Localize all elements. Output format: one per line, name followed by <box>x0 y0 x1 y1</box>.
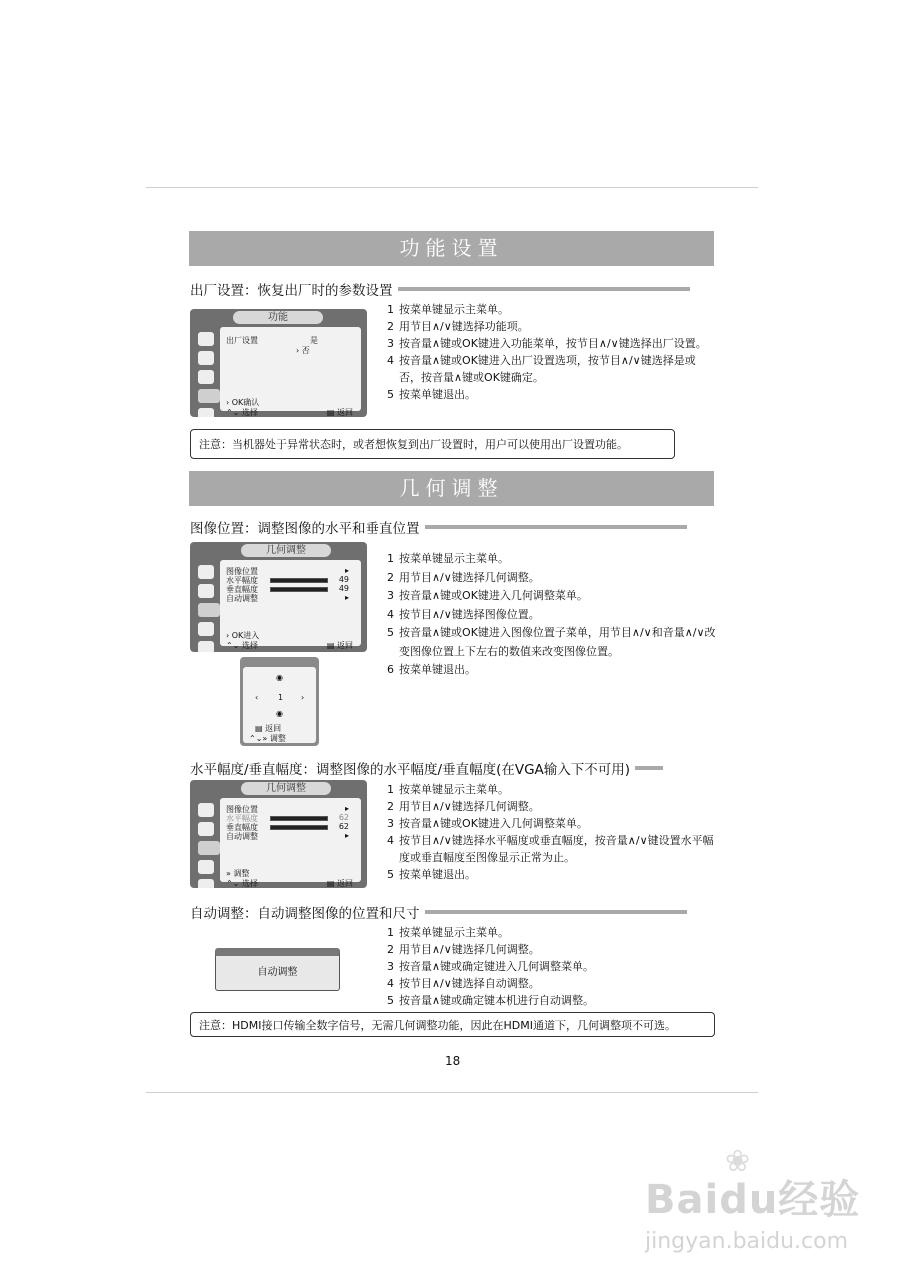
osd-body <box>220 798 361 888</box>
osd-tab-icon <box>198 565 214 579</box>
osd-tab-icon <box>198 351 214 365</box>
osd-tab-icon <box>198 822 214 836</box>
osd-item-image-position: 图像位置 <box>226 567 258 576</box>
osd-tab-icon <box>198 408 214 417</box>
osd-item-image-position: 图像位置 <box>226 805 258 814</box>
osd-option-no: › 否 <box>296 346 310 355</box>
step: 3 按音量∧键或OK键进入几何调整菜单。 <box>387 589 588 602</box>
step: 4 按音量∧键或OK键进入出厂设置选项，按节目∧/∨键选择是或否，按音量∧键或OK键确定。 <box>387 354 696 384</box>
step: 3 按音量∧键或OK键进入功能菜单，按节目∧/∨键选择出厂设置。 <box>387 337 707 350</box>
arrow-down-icon: ◉ <box>276 709 283 718</box>
osd-hint-enter: › OK进入 <box>226 631 260 640</box>
factory-steps <box>387 301 715 403</box>
osd-tabs <box>194 560 220 642</box>
step: 4 按节目∧/∨键选择水平幅度或垂直幅度，按音量∧/∨键设置水平幅度或垂直幅度至图像显示正常为止。 <box>387 834 714 864</box>
osd-sub-back: ▤ 返回 <box>255 724 282 733</box>
osd-item-auto: 自动调整 <box>226 594 258 603</box>
osd-tab-icon <box>198 332 214 346</box>
osd-item-h-width: 水平幅度 <box>226 576 258 585</box>
step: 1 按菜单键显示主菜单。 <box>387 926 509 939</box>
step: 2 用节目∧/∨键选择几何调整。 <box>387 800 540 813</box>
step: 3 按音量∧键或确定键进入几何调整菜单。 <box>387 960 595 973</box>
step: 5 按菜单键退出。 <box>387 388 476 401</box>
chevron-right-icon: › <box>226 631 230 640</box>
up-down-icon: ⌃⌄ <box>226 408 240 417</box>
osd-geometry-menu-2 <box>190 780 367 888</box>
page-number: 18 <box>445 1054 461 1068</box>
top-rule <box>146 187 758 188</box>
osd-tab-icon <box>198 584 214 598</box>
bottom-rule <box>146 1092 758 1093</box>
watermark-brand: Baidu经验 <box>645 1177 861 1223</box>
up-down-icon: ⌃⌄ <box>226 641 240 650</box>
osd-tab-icon <box>198 803 214 817</box>
osd-hint-back: ▤ 返回 <box>326 879 353 888</box>
osd-hint-select: ⌃⌄ 选择 <box>226 408 258 417</box>
step: 2 用节目∧/∨键选择功能项。 <box>387 320 529 333</box>
osd-item-h-width: 水平幅度 <box>226 814 258 823</box>
osd-hint-back: ▤ 返回 <box>326 408 353 417</box>
osd-tab-active-icon <box>198 841 220 855</box>
osd-tab-icon <box>198 879 214 888</box>
osd-sub-body <box>243 667 316 743</box>
arrow-up-icon: ◉ <box>276 673 283 682</box>
step: 3 按音量∧键或OK键进入几何调整菜单。 <box>387 817 588 830</box>
osd-hint-select: ⌃⌄ 选择 <box>226 879 258 888</box>
auto-heading: 自动调整：自动调整图像的位置和尺寸 <box>190 902 687 922</box>
osd-tab-active-icon <box>198 603 220 617</box>
osd-tab-icon <box>198 370 214 384</box>
osd-title: 功能 <box>233 311 323 324</box>
osd-item-v-width: 垂直幅度 <box>226 823 258 832</box>
width-steps <box>387 781 715 883</box>
osd-slider <box>270 825 328 830</box>
auto-adjust-button: 自动调整 <box>215 948 340 991</box>
double-chevron-icon: » <box>226 869 231 878</box>
osd-slider <box>270 587 328 592</box>
osd-title: 几何调整 <box>241 544 331 557</box>
menu-key-icon: ▤ <box>326 408 335 417</box>
osd-geometry-menu <box>190 542 367 652</box>
osd-slider <box>270 578 328 583</box>
osd-sub-center: 1 <box>278 693 284 702</box>
osd-factory-menu <box>190 309 367 417</box>
osd-hint-back: ▤ 返回 <box>326 641 353 650</box>
step: 6 按菜单键退出。 <box>387 663 476 676</box>
osd-tabs <box>194 327 220 407</box>
osd-value: 49 <box>338 575 349 584</box>
osd-tabs <box>194 798 220 878</box>
step: 2 用节目∧/∨键选择几何调整。 <box>387 570 540 584</box>
osd-tab-icon <box>198 641 214 652</box>
step: 1 按菜单键显示主菜单。 <box>387 783 509 796</box>
osd-title: 几何调整 <box>241 782 331 795</box>
osd-item-auto: 自动调整 <box>226 832 258 841</box>
chevron-right-icon: › <box>226 398 230 407</box>
watermark-url: jingyan.baidu.com <box>645 1229 849 1254</box>
osd-sub-adjust: ⌃⌄» 调整 <box>249 734 286 743</box>
osd-item-v-width: 垂直幅度 <box>226 585 258 594</box>
step: 1 按菜单键显示主菜单。 <box>387 303 509 316</box>
osd-body <box>220 560 361 650</box>
paw-icon: ❀ <box>725 1144 751 1179</box>
osd-tab-icon <box>198 860 214 874</box>
auto-steps <box>387 924 717 1009</box>
step: 4 按节目∧/∨键选择自动调整。 <box>387 977 540 990</box>
banner-function-settings: 功能设置 <box>189 231 714 266</box>
chevron-right-icon: ▸ <box>344 804 349 813</box>
osd-value: 62 <box>338 822 349 831</box>
chevron-right-icon: ▸ <box>344 831 349 840</box>
chevron-right-icon: › <box>296 346 300 355</box>
arrow-right-icon: › <box>301 693 305 702</box>
chevron-right-icon: ▸ <box>344 566 349 575</box>
arrow-left-icon: ‹ <box>255 693 259 702</box>
osd-value: 62 <box>338 813 349 822</box>
menu-key-icon: ▤ <box>255 724 263 733</box>
position-heading: 图像位置：调整图像的水平和垂直位置 <box>190 517 687 537</box>
osd-hint-adjust: » 调整 <box>226 869 250 878</box>
osd-body <box>220 327 361 417</box>
osd-slider <box>270 816 328 821</box>
step: 4 按节目∧/∨键选择图像位置。 <box>387 607 540 621</box>
step: 5 按菜单键退出。 <box>387 868 476 881</box>
menu-key-icon: ▤ <box>326 641 335 650</box>
position-steps <box>387 550 717 680</box>
osd-value: 49 <box>338 584 349 593</box>
step: 5 按音量∧键或确定键本机进行自动调整。 <box>387 994 595 1007</box>
up-down-icon: ⌃⌄ <box>226 879 240 888</box>
hdmi-note: 注意：HDMI接口传输全数字信号，无需几何调整功能，因此在HDMI通道下，几何调整项不可选。 <box>190 1012 715 1037</box>
banner-geometry: 几何调整 <box>189 471 714 506</box>
osd-tab-icon <box>198 622 214 636</box>
osd-option-yes: 是 <box>310 336 318 345</box>
factory-note: 注意：当机器处于异常状态时，或者想恢复到出厂设置时，用户可以使用出厂设置功能。 <box>190 429 675 459</box>
step: 5 按音量∧键或OK键进入图像位置子菜单，用节目∧/∨和音量∧/∨改变图像位置上下左右的数值来改变图像位置。 <box>387 626 716 658</box>
step: 1 按菜单键显示主菜单。 <box>387 552 509 565</box>
chevron-right-icon: ▸ <box>344 593 349 602</box>
step: 2 用节目∧/∨键选择几何调整。 <box>387 943 540 956</box>
osd-hint-confirm: › OK确认 <box>226 398 260 407</box>
arrows-icon: ⌃⌄» <box>249 734 268 743</box>
baidu-watermark <box>645 1144 861 1254</box>
osd-position-submenu <box>240 657 319 746</box>
osd-tab-active-icon <box>198 389 220 403</box>
osd-item-factory-reset: 出厂设置 <box>226 336 258 345</box>
osd-hint-select: ⌃⌄ 选择 <box>226 641 258 650</box>
width-heading: 水平幅度/垂直幅度：调整图像的水平幅度/垂直幅度(在VGA输入下不可用) <box>190 758 663 778</box>
factory-heading: 出厂设置：恢复出厂时的参数设置 <box>190 279 690 299</box>
menu-key-icon: ▤ <box>326 879 335 888</box>
